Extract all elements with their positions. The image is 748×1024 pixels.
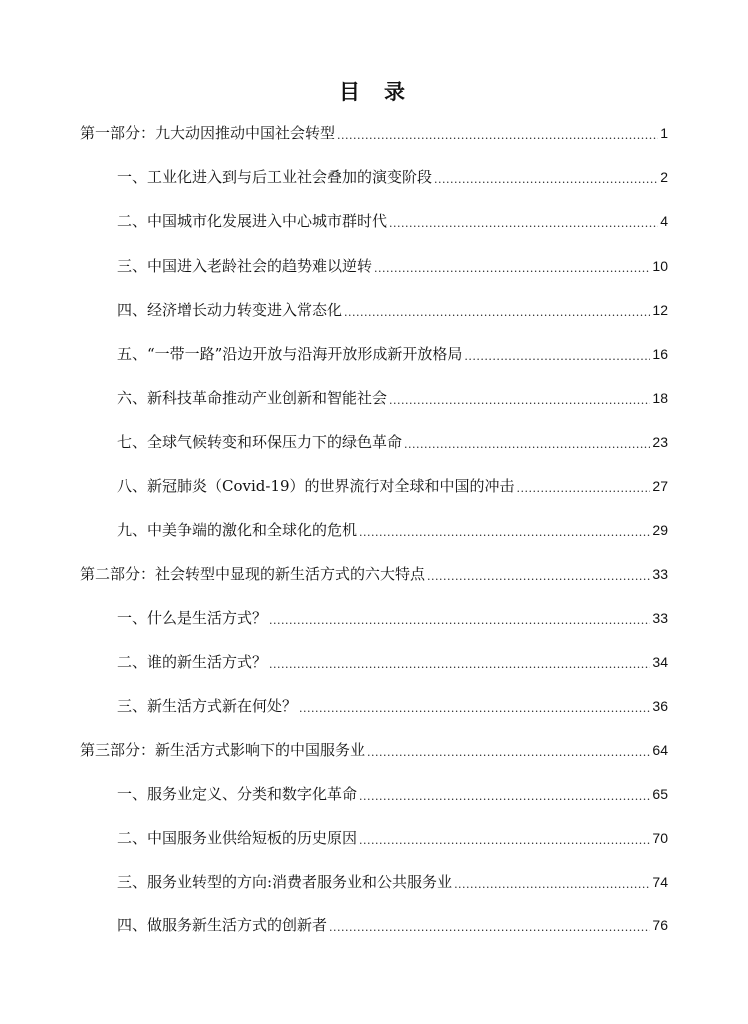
toc-entry-title: 七、全球气候转变和环保压力下的绿色革命	[117, 433, 403, 451]
page-title-char-1: 目	[339, 79, 364, 104]
toc-page-number: 29	[652, 522, 668, 538]
toc-entry-3-4[interactable]	[117, 914, 668, 936]
dot-leader	[299, 695, 650, 717]
toc-entry-part-3[interactable]	[80, 739, 668, 761]
toc-page-number: 10	[652, 258, 668, 274]
toc-page-number: 16	[652, 346, 668, 362]
toc-page-number: 33	[652, 566, 668, 582]
toc-entry-title: 第二部分：社会转型中显现的新生活方式的六大特点	[80, 565, 426, 583]
toc-entry-1-4[interactable]	[117, 299, 668, 321]
toc-entry-title: 三、服务业转型的方向:消费者服务业和公共服务业	[117, 873, 453, 891]
toc-entry-title: 二、中国服务业供给短板的历史原因	[117, 829, 358, 847]
toc-entry-title: 五、“一带一路”沿边开放与沿海开放形成新开放格局	[117, 345, 463, 363]
toc-page-number: 65	[652, 786, 668, 802]
toc-entry-2-3[interactable]	[117, 695, 668, 717]
toc-page-number: 27	[652, 478, 668, 494]
dot-leader	[389, 210, 658, 232]
dot-leader	[427, 563, 650, 585]
toc-entry-title: 三、新生活方式新在何处？	[117, 697, 298, 715]
toc-entry-title: 四、做服务新生活方式的创新者	[117, 916, 328, 934]
toc-entry-title: 三、中国进入老龄社会的趋势难以逆转	[117, 257, 373, 275]
toc-entry-title: 一、服务业定义、分类和数字化革命	[117, 785, 358, 803]
toc-entry-part-2[interactable]	[80, 563, 668, 585]
dot-leader	[344, 299, 650, 321]
toc-page-number: 1	[660, 125, 668, 141]
toc-page-number: 12	[652, 302, 668, 318]
dot-leader	[374, 255, 650, 277]
dot-leader	[367, 739, 650, 761]
dot-leader	[434, 166, 658, 188]
dot-leader	[359, 783, 650, 805]
toc-entry-1-9[interactable]	[117, 519, 668, 541]
toc-entry-title: 一、什么是生活方式？	[117, 609, 268, 627]
toc-page-number: 23	[652, 434, 668, 450]
toc-entry-1-2[interactable]	[117, 210, 668, 232]
toc-entry-1-7[interactable]	[117, 431, 668, 453]
toc-entry-3-1[interactable]	[117, 783, 668, 805]
dot-leader	[464, 343, 650, 365]
toc-entry-1-5[interactable]	[117, 343, 668, 365]
toc-page-number: 4	[660, 213, 668, 229]
toc-entry-title: 八、新冠肺炎（Covid-19）的世界流行对全球和中国的冲击	[117, 477, 515, 495]
toc-page-number: 64	[652, 742, 668, 758]
toc-entry-1-6[interactable]	[117, 387, 668, 409]
page-title-char-2: 录	[384, 79, 409, 104]
toc-entry-1-8[interactable]	[117, 475, 668, 497]
toc-page-number: 2	[660, 169, 668, 185]
dot-leader	[269, 607, 650, 629]
toc-entry-title: 二、中国城市化发展进入中心城市群时代	[117, 212, 388, 230]
toc-page-number: 76	[652, 917, 668, 933]
dot-leader	[359, 519, 650, 541]
toc-entry-1-1[interactable]	[117, 166, 668, 188]
toc-page-number: 70	[652, 830, 668, 846]
toc-entry-title: 二、谁的新生活方式？	[117, 653, 268, 671]
toc-entry-part-1[interactable]	[80, 122, 668, 144]
dot-leader	[389, 387, 650, 409]
toc-entry-1-3[interactable]	[117, 255, 668, 277]
toc-page-number: 33	[652, 610, 668, 626]
toc-page-number: 34	[652, 654, 668, 670]
toc-entry-title: 六、新科技革命推动产业创新和智能社会	[117, 389, 388, 407]
toc-entry-3-2[interactable]	[117, 827, 668, 849]
dot-leader	[269, 651, 650, 673]
dot-leader	[329, 914, 650, 936]
toc-entry-3-3[interactable]	[117, 871, 668, 893]
toc-page-number: 36	[652, 698, 668, 714]
toc-entry-2-2[interactable]	[117, 651, 668, 673]
dot-leader	[517, 475, 651, 497]
toc-page-number: 18	[652, 390, 668, 406]
toc-entry-title: 四、经济增长动力转变进入常态化	[117, 301, 343, 319]
toc-entry-title: 第一部分：九大动因推动中国社会转型	[80, 124, 336, 142]
dot-leader	[359, 827, 650, 849]
dot-leader	[404, 431, 650, 453]
dot-leader	[454, 871, 650, 893]
toc-entry-title: 第三部分：新生活方式影响下的中国服务业	[80, 741, 366, 759]
dot-leader	[337, 122, 658, 144]
toc-entry-title: 九、中美争端的激化和全球化的危机	[117, 521, 358, 539]
toc-page-number: 74	[652, 874, 668, 890]
toc-entry-2-1[interactable]	[117, 607, 668, 629]
toc-entry-title: 一、工业化进入到与后工业社会叠加的演变阶段	[117, 168, 433, 186]
